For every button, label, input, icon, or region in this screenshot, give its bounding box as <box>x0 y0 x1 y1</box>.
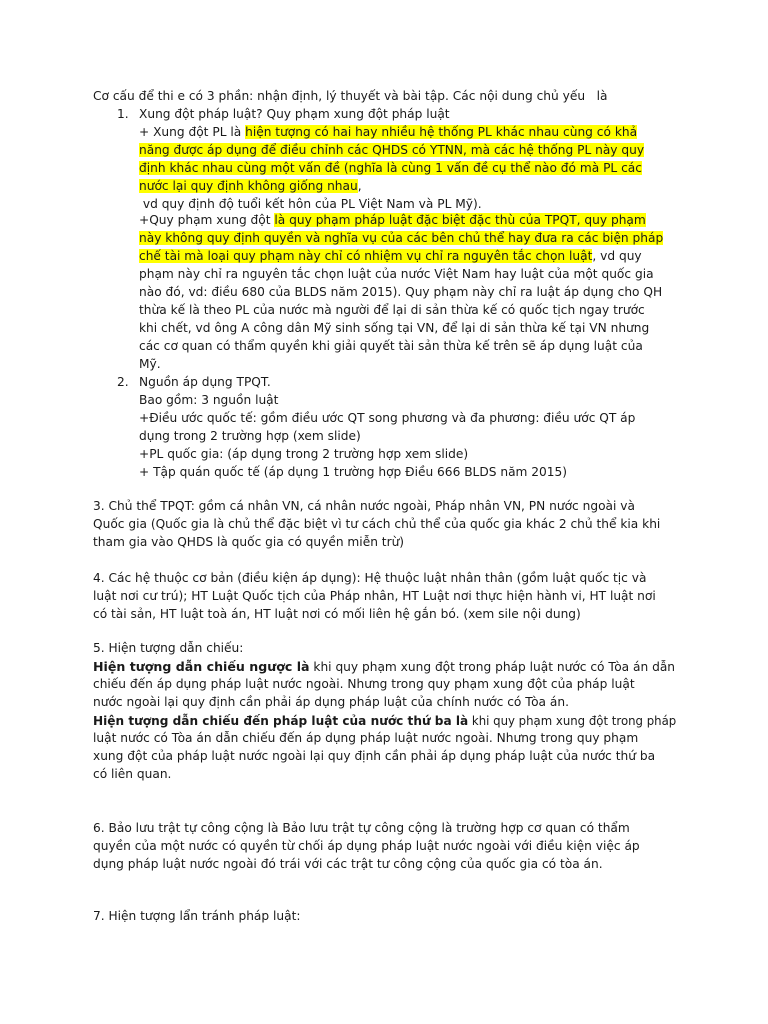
s5-a-line1 <box>93 658 675 677</box>
s6-line1: 6. Bảo lưu trật tự công cộng là Bảo lưu trật tự công cộng là trường hợp cơ quan có thẩm <box>93 821 630 835</box>
s7-title: 7. Hiện tượng lẩn tránh pháp luật: <box>93 909 301 923</box>
s1-p2-line9: Mỹ. <box>139 357 161 371</box>
s4-line2: luật nơi cư trú); HT Luật Quốc tịch của Pháp nhân, HT Luật nơi thực hiện hành vi, HT luật nơi <box>93 589 656 603</box>
s3-line2: Quốc gia (Quốc gia là chủ thể đặc biệt vì tư cách chủ thể của quốc gia khác 2 chủ thể kia khi <box>93 517 661 531</box>
s1-p2-line7: khi chết, vd ông A công dân Mỹ sinh sống tại VN, để lại di sản thừa kế tại VN nhưng <box>139 321 650 335</box>
s1-p2-line3 <box>139 248 642 266</box>
s1-p2-line2 <box>139 230 663 248</box>
s5-a-text: khi quy phạm xung đột trong pháp luật nước có Tòa án dẫn <box>309 660 676 674</box>
s5-b-term: Hiện tượng dẫn chiếu đến pháp luật của nước thứ ba là <box>93 713 469 728</box>
s1-p2-highlight-3: chế tài mà loại quy phạm này chỉ có nhiệm vụ chỉ ra nguyên tắc chọn luật <box>139 249 593 263</box>
s1-p1-highlight-4: nước lại quy định không giống nhau <box>139 179 358 193</box>
s5-b-line3: xung đột của pháp luật nước ngoài lại quy định cần phải áp dụng pháp luật của nước thứ ba <box>93 749 656 763</box>
s3-line1: 3. Chủ thể TPQT: gồm cá nhân VN, cá nhân nước ngoài, Pháp nhân VN, PN nước ngoài và <box>93 499 635 513</box>
s1-p2-line5: nào đó, vd: điều 680 của BLDS năm 2015). Quy phạm này chỉ ra luật áp dụng cho QH <box>139 285 663 299</box>
s1-p1-line1 <box>139 124 637 142</box>
s1-p2-highlight-2: này không quy định quyền và nghĩa vụ của các bên chủ thể hay đưa ra các biện pháp <box>139 231 664 245</box>
s5-b-line1 <box>93 712 676 731</box>
s4-line3: có tài sản, HT luật toà án, HT luật nơi có mối liên hệ gắn bó. (xem sile nội dung) <box>93 607 581 621</box>
s1-p1-prefix: + Xung đột PL là <box>139 125 246 139</box>
s3-line3: tham gia vào QHDS là quốc gia có quyền miễn trừ) <box>93 535 405 549</box>
s1-p2-line4: phạm này chỉ ra nguyên tắc chọn luật của nước Việt Nam hay luật của một quốc gia <box>139 267 654 281</box>
s1-number: 1. <box>117 107 129 121</box>
s5-a-term: Hiện tượng dẫn chiếu ngược là <box>93 659 310 674</box>
s2-line5: + Tập quán quốc tế (áp dụng 1 trường hợp Điều 666 BLDS năm 2015) <box>139 465 568 479</box>
s1-p2-line1 <box>139 212 646 230</box>
s5-b-line4: có liên quan. <box>93 767 172 781</box>
s2-line3: dụng trong 2 trường hợp (xem slide) <box>139 429 361 443</box>
s1-p1-line4 <box>139 178 362 196</box>
s6-line3: dụng pháp luật nước ngoài đó trái với các trật tư công cộng của quốc gia có tòa án. <box>93 857 603 871</box>
s1-p2-prefix: +Quy phạm xung đột <box>139 213 275 227</box>
s1-p1-highlight-1: hiện tượng có hai hay nhiều hệ thống PL khác nhau cùng có khả <box>245 125 638 139</box>
s1-p1-rest-3: (nghĩa là cùng 1 vấn đề cụ thể nào đó mà PL các <box>340 161 642 175</box>
s1-p1-highlight-2: năng được áp dụng để điều chỉnh các QHDS có YTNN, mà các hệ thống PL này quy <box>139 143 645 157</box>
s2-line1: Bao gồm: 3 nguồn luật <box>139 393 279 407</box>
s5-b-text: khi quy phạm xung đột trong pháp <box>468 714 677 728</box>
s5-a-line3: nước ngoài lại quy định cần phải áp dụng pháp luật của chính nước có Tòa án. <box>93 695 569 709</box>
s2-line2: +Điều ước quốc tế: gồm điều ước QT song phương và đa phương: điều ước QT áp <box>139 411 636 425</box>
s1-heading: Xung đột pháp luật? Quy phạm xung đột pháp luật <box>139 107 450 121</box>
s4-line1: 4. Các hệ thuộc cơ bản (điều kiện áp dụng): Hệ thuộc luật nhân thân (gồm luật quốc tịc và <box>93 571 647 585</box>
s2-number: 2. <box>117 375 129 389</box>
s1-p1-highlight-3: định khác nhau cùng một vấn đề <box>139 161 341 175</box>
s1-p1-line3 <box>139 160 642 178</box>
s1-p1-rest-4: , <box>357 179 362 193</box>
s1-p2-line8: các cơ quan có thẩm quyền khi giải quyết tài sản thừa kế trên sẽ áp dụng luật của <box>139 339 643 353</box>
s1-p2-line6: thừa kế là theo PL của nước mà người để lại di sản thừa kế có quốc tịch ngay trước <box>139 303 645 317</box>
s2-heading: Nguồn áp dụng TPQT. <box>139 375 271 389</box>
s2-line4: +PL quốc gia: (áp dụng trong 2 trường hợp xem slide) <box>139 447 469 461</box>
s1-p2-highlight-1: là quy phạm pháp luật đặc biệt đặc thù của TPQT, quy phạm <box>274 213 646 227</box>
s5-b-line2: luật nước có Tòa án dẫn chiếu đến áp dụng pháp luật nước ngoài. Nhưng trong quy phạm <box>93 731 639 745</box>
s1-p1-line5: vd quy định độ tuổi kết hôn của PL Việt Nam và PL Mỹ). <box>139 197 482 211</box>
s1-p1-line2 <box>139 142 644 160</box>
s6-line2: quyền của một nước có quyền từ chối áp dụng pháp luật nước ngoài với điều kiện việc áp <box>93 839 640 853</box>
s5-title: 5. Hiện tượng dẫn chiếu: <box>93 641 244 655</box>
s5-a-line2: chiếu đến áp dụng pháp luật nước ngoài. Nhưng trong quy phạm xung đột của pháp luật <box>93 677 635 691</box>
intro-line: Cơ cấu để thi e có 3 phần: nhận định, lý thuyết và bài tập. Các nội dung chủ yếu là <box>93 89 608 103</box>
s1-p2-rest-3: , vd quy <box>592 249 642 263</box>
